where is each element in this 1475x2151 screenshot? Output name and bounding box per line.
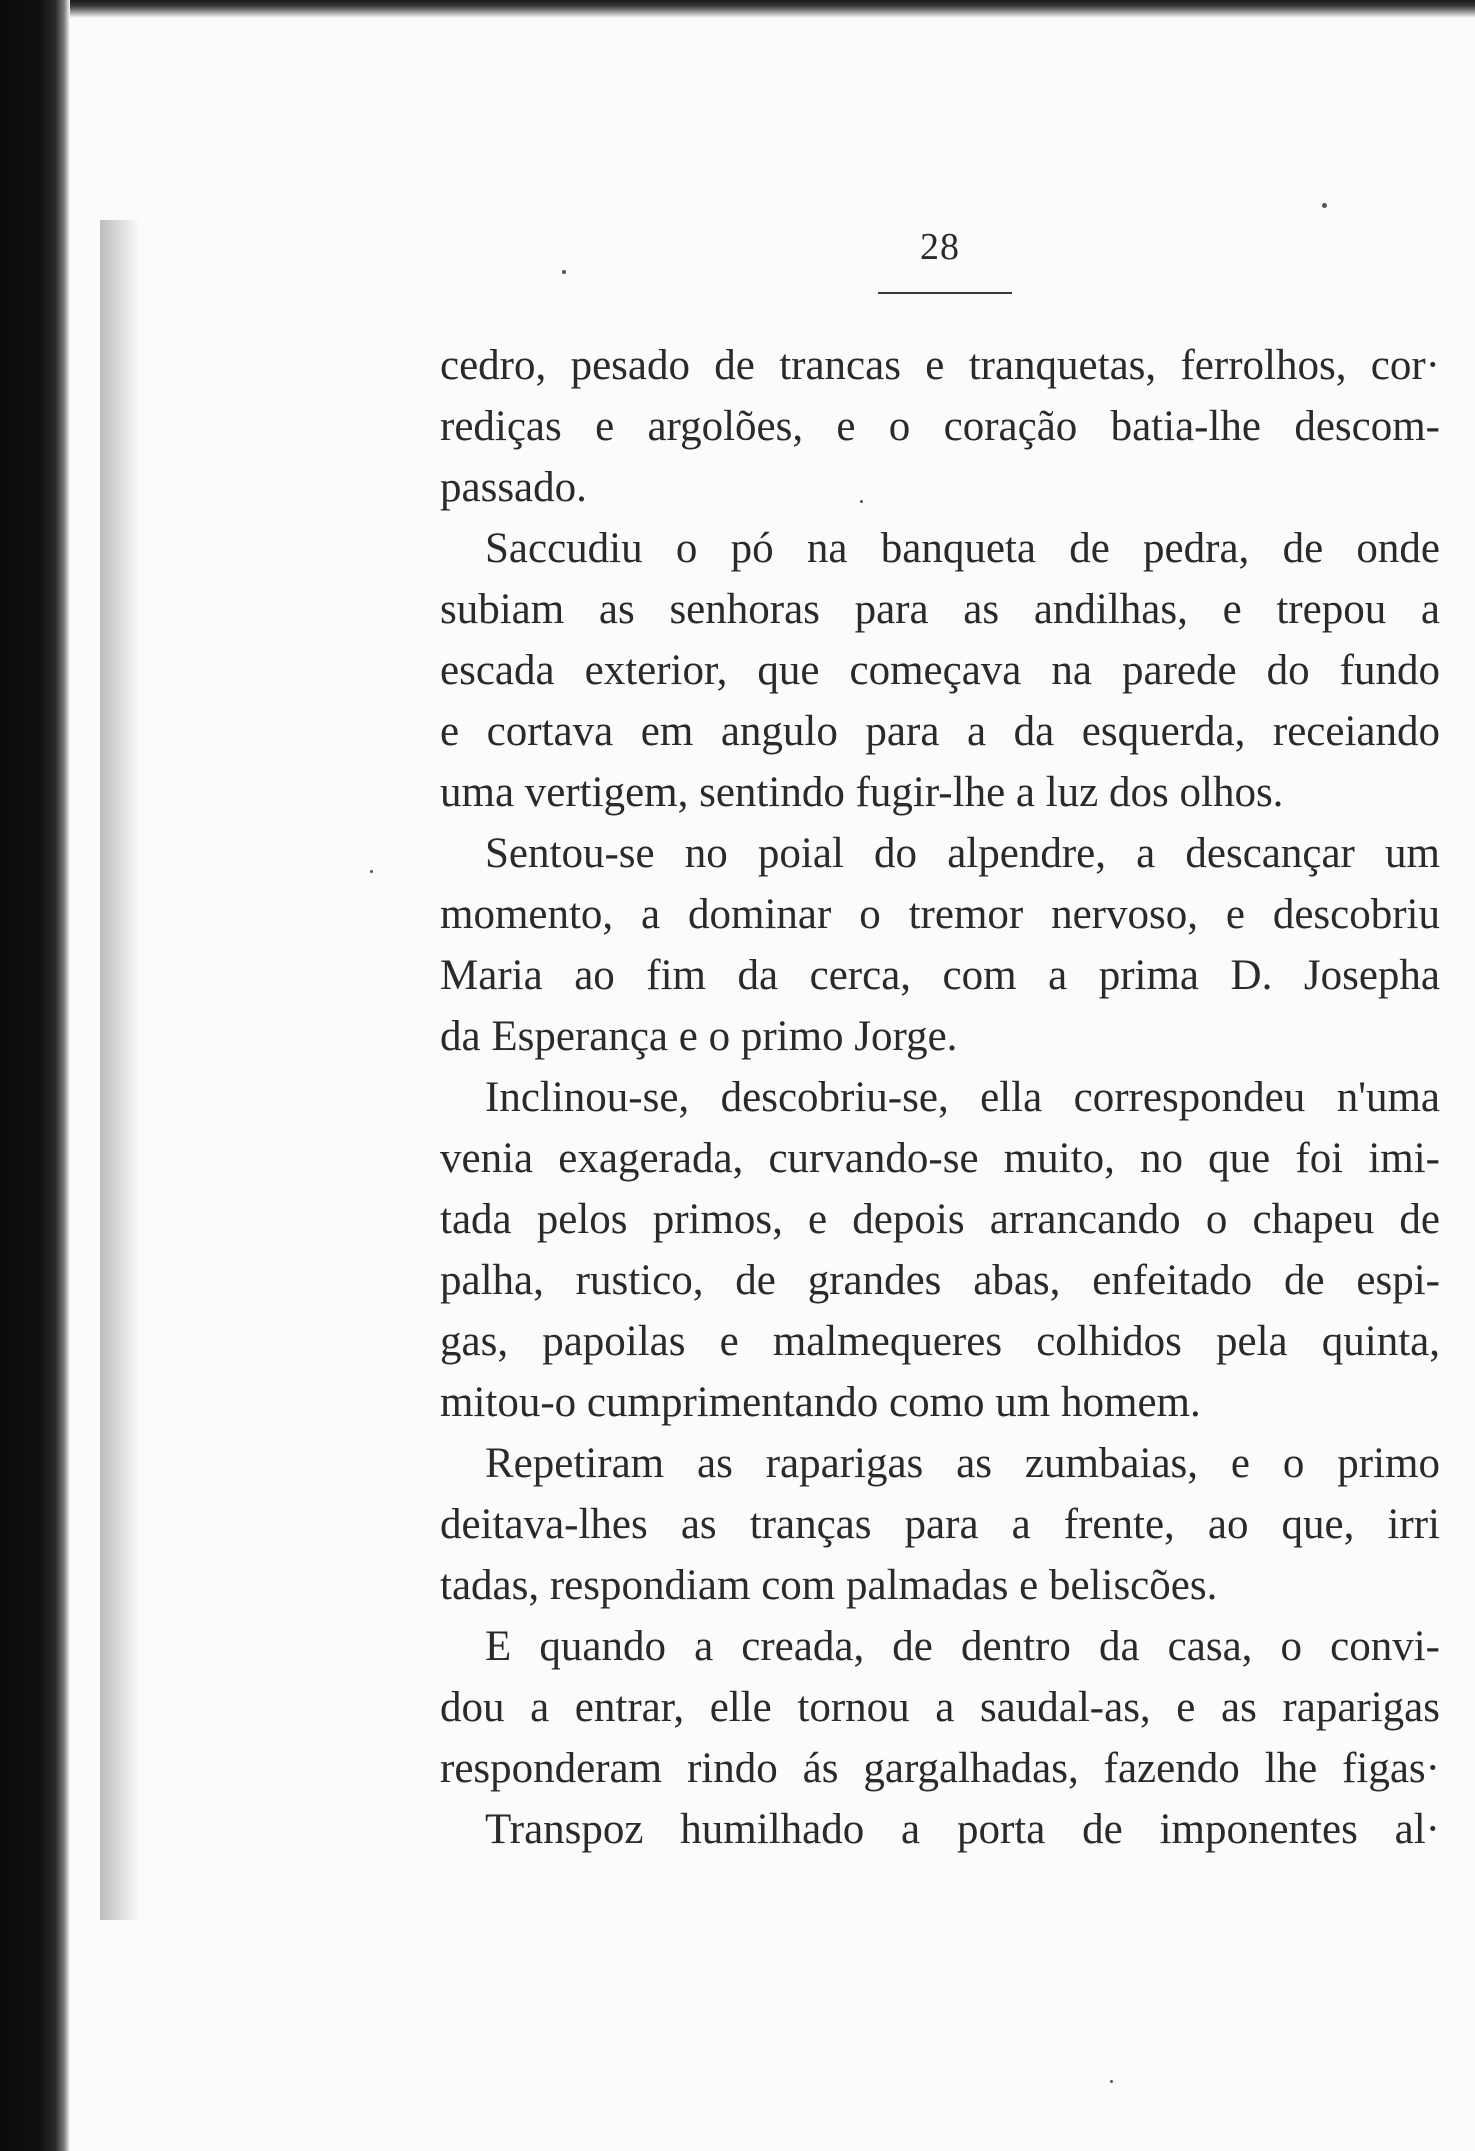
text-line: venia exagerada, curvando-se muito, no que foi imi-: [440, 1135, 1440, 1182]
body-text: [440, 335, 1440, 1860]
scan-speck: [370, 870, 373, 873]
page-number: 28: [920, 226, 960, 268]
scan-speck: [562, 270, 566, 274]
text-line: uma vertigem, sentindo fugir-lhe a luz dos olhos.: [440, 769, 1284, 816]
text-line: palha, rustico, de grandes abas, enfeitado de espi-: [440, 1257, 1440, 1304]
text-line: dou a entrar, elle tornou a saudal-as, e as raparigas: [440, 1684, 1440, 1731]
text-line: Saccudiu o pó na banqueta de pedra, de onde: [485, 525, 1440, 572]
scan-speck: [1322, 203, 1327, 208]
text-line: cedro, pesado de trancas e tranquetas, ferrolhos, cor·: [440, 342, 1440, 389]
text-line: e cortava em angulo para a da esquerda, receiando: [440, 708, 1440, 755]
text-line: escada exterior, que começava na parede do fundo: [440, 647, 1440, 694]
text-line: da Esperança e o primo Jorge.: [440, 1013, 958, 1060]
text-line: subiam as senhoras para as andilhas, e trepou a: [440, 586, 1440, 633]
page-top-edge: [70, 0, 1475, 18]
text-line: gas, papoilas e malmequeres colhidos pela quinta,: [440, 1318, 1440, 1365]
text-line: Transpoz humilhado a porta de imponentes al·: [485, 1806, 1440, 1853]
text-line: E quando a creada, de dentro da casa, o convi-: [485, 1623, 1440, 1670]
scan-speck: [860, 500, 863, 503]
text-line: rediças e argolões, e o coração batia-lhe descom-: [440, 403, 1440, 450]
binding-edge: [0, 0, 70, 2151]
text-line: Sentou-se no poial do alpendre, a descançar um: [485, 830, 1440, 877]
text-line: Maria ao fim da cerca, com a prima D. Josepha: [440, 952, 1440, 999]
text-line: Repetiram as raparigas as zumbaias, e o primo: [485, 1440, 1440, 1487]
header-rule: [878, 292, 1012, 294]
text-line: responderam rindo ás gargalhadas, fazendo lhe figas·: [440, 1745, 1440, 1792]
text-line: tadas, respondiam com palmadas e beliscões.: [440, 1562, 1218, 1609]
text-line: Inclinou-se, descobriu-se, ella correspondeu n'uma: [485, 1074, 1440, 1121]
text-line: mitou-o cumprimentando como um homem.: [440, 1379, 1201, 1426]
text-line: tada pelos primos, e depois arrancando o chapeu de: [440, 1196, 1440, 1243]
text-line: momento, a dominar o tremor nervoso, e descobriu: [440, 891, 1440, 938]
text-line: deitava-lhes as tranças para a frente, ao que, irri: [440, 1501, 1440, 1548]
text-line: passado.: [440, 464, 587, 511]
gutter-shadow: [100, 220, 140, 1920]
scan-speck: [1110, 2080, 1113, 2083]
